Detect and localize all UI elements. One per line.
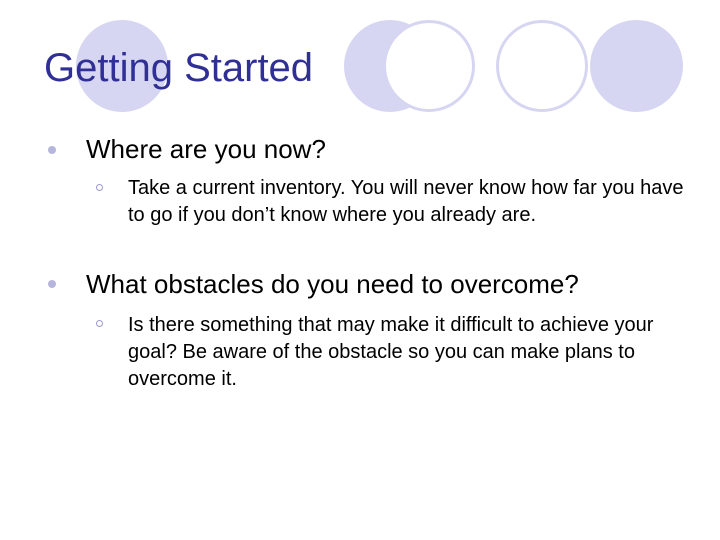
sub-bullet-icon [96,184,103,191]
sub-bullet-text: Take a current inventory. You will never know how far you have to go if you don’t know where you already are. [128,177,684,226]
sub-bullet-text: Is there something that may make it difficult to achieve your goal? Be aware of the obstacle so you can make plans to overcome it. [128,314,654,390]
slide-title: Getting Started [44,46,314,90]
bullet-icon [48,280,56,288]
decor-circle-outline [383,20,475,112]
decor-circle [590,20,683,112]
bullet-text: What obstacles do you need to overcome? [86,269,579,299]
sub-bullet-icon [96,320,103,327]
decor-circle-outline [496,20,588,112]
bullet-icon [48,146,56,154]
bullet-text: Where are you now? [86,134,326,164]
